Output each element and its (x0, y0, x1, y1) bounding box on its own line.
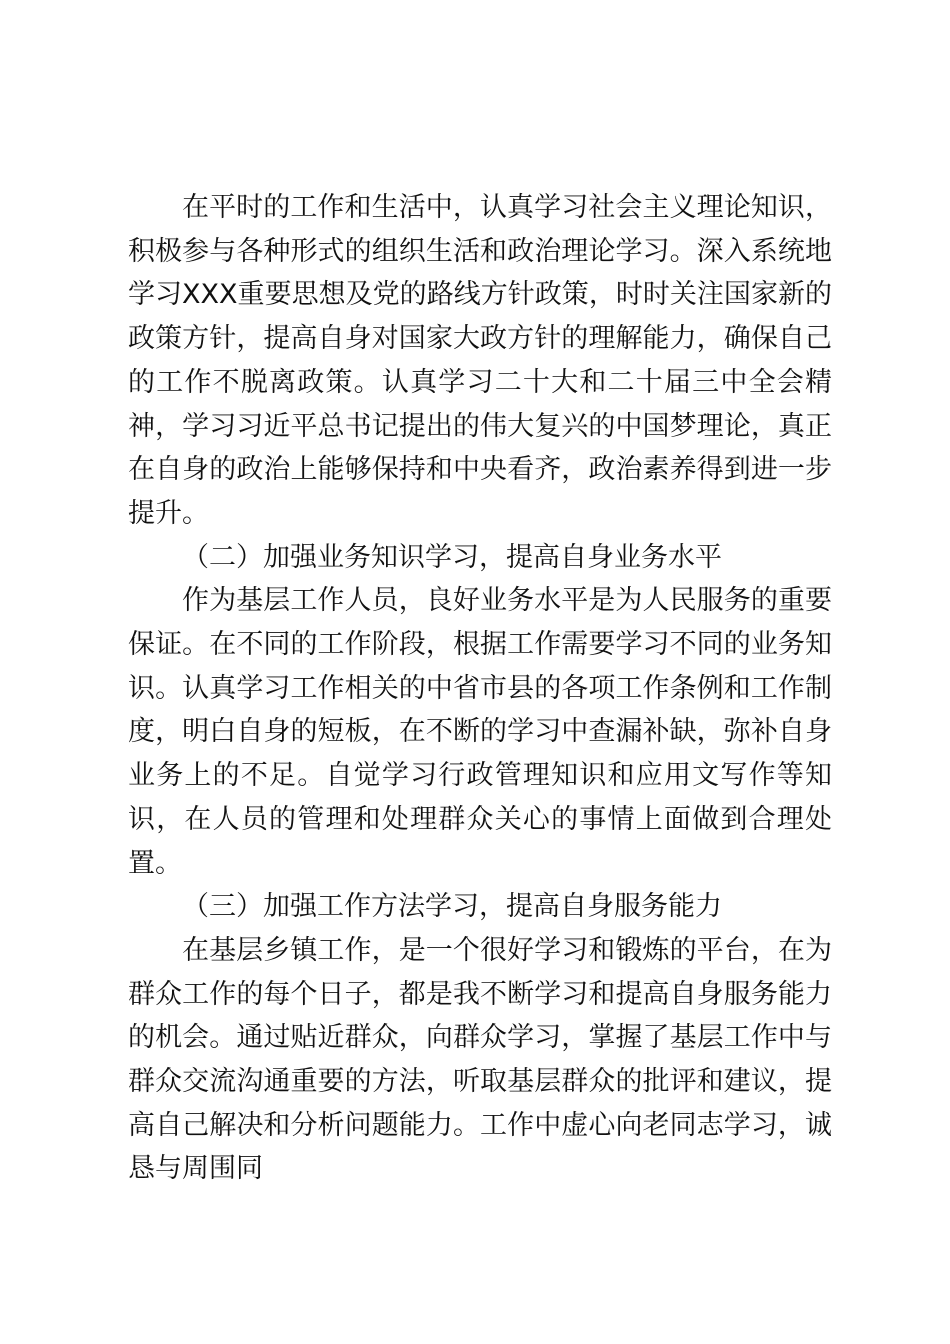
section-heading-3: （三）加强工作方法学习，提高自身服务能力 (182, 891, 722, 923)
section-heading-2: （二）加强业务知识学习，提高自身业务水平 (182, 541, 722, 573)
paragraph-political-study: 在平时的工作和生活中，认真学习社会主义理论知识，积极参与各种形式的组织生活和政治理论学习。深入系统地学习XXX重要思想及党的路线方针政策，时时关注国家新的政策方针，提高自身对国家大政方针的理解能力，确保自己的工作不脱离政策。认真学习二十大和二十届三中全会精神，学习习近平总书记提出的伟大复兴的中国梦理论，真正在自身的政治上能够保持和中央看齐，政治素养得到进一步提升。 (128, 192, 832, 529)
paragraph-business-study: 作为基层工作人员，良好业务水平是为人民服务的重要保证。在不同的工作阶段，根据工作需要学习不同的业务知识。认真学习工作相关的中省市县的各项工作条例和工作制度，明白自身的短板，在不断的学习中查漏补缺，弥补自身业务上的不足。自觉学习行政管理知识和应用文写作等知识，在人员的管理和处理群众关心的事情上面做到合理处置。 (128, 585, 832, 879)
paragraph-work-method-study: 在基层乡镇工作，是一个很好学习和锻炼的平台，在为群众工作的每个日子，都是我不断学习和提高自身服务能力的机会。通过贴近群众，向群众学习，掌握了基层工作中与群众交流沟通重要的方法，听取基层群众的批评和建议，提高自己解决和分析问题能力。工作中虚心向老同志学习，诚恳与周围同 (128, 934, 832, 1185)
document-body (128, 186, 832, 1191)
